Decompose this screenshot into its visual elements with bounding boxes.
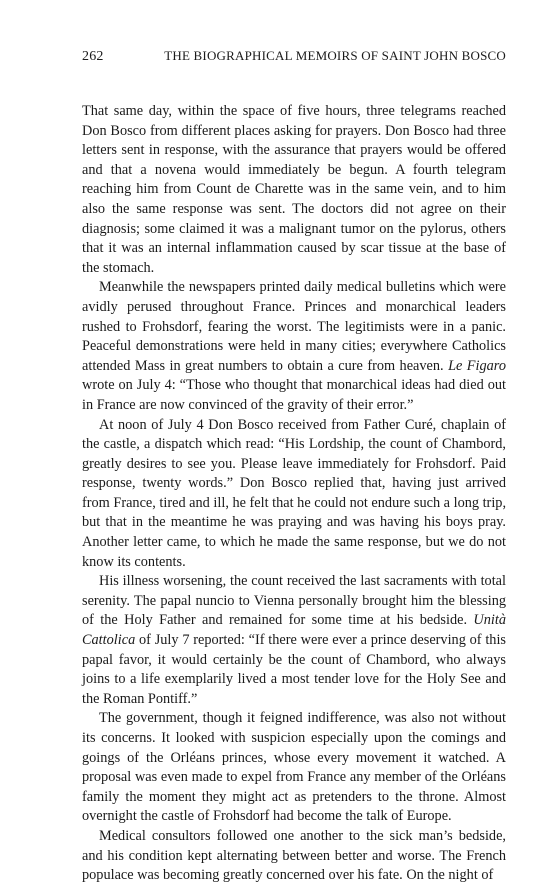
page-number: 262 — [82, 49, 104, 64]
paragraph-4 — [82, 572, 506, 709]
paragraph-4-text-a: His illness worsening, the count received the last sacraments with total serenity. The papal nuncio to Vienna personally brought him the blessing of the Holy Father and remained for some time at his bedside. — [82, 573, 506, 629]
paragraph-4-text-b: of July 7 reported: “If there were ever a prince deserving of this papal favor, it would certainly be the count of Chambord, who always joins to a life exemplarily lived a most tender love for the Holy See and the Roman Pontiff.” — [82, 632, 506, 707]
paragraph-2-text-b: wrote on July 4: “Those who thought that monarchical ideas had died out in France are now convinced of the gravity of their error.” — [82, 377, 506, 413]
running-header — [82, 48, 506, 65]
newspaper-title-le-figaro: Le Figaro — [448, 357, 506, 374]
paragraph-2-text-a: Meanwhile the newspapers printed daily medical bulletins which were avidly perused throughout France. Princes and monarchical leaders rushed to Frohsdorf, fearing the worst. The legitimists were in a panic. Peaceful demonstrations were held in many cities; everywhere Catholics attended Mass in great numbers to obtain a cure from heaven. — [82, 279, 506, 374]
paragraph-1: That same day, within the space of five hours, three telegrams reached Don Bosco from different places asking for prayers. Don Bosco had three letters sent in response, with the assurance that prayers would be offered and that a novena would immediately be begun. A fourth telegram reaching him from Count de Charette was in the same vein, and to him also the same response was sent. The doctors did not agree on their diagnosis; some claimed it was a malignant tumor on the pylorus, others that it was an internal inflammation caused by scar tissue at the base of the stomach. — [82, 103, 506, 276]
newspaper-title-unita-cattolica: Unità Cattolica — [82, 612, 506, 649]
running-title: THE BIOGRAPHICAL MEMOIRS OF SAINT JOHN BOSCO — [164, 48, 506, 63]
paragraph-6: Medical consultors followed one another to the sick man’s bedside, and his condition kept alternating between better and worse. The French populace was becoming greatly concerned over his fate. On the night of — [82, 827, 506, 884]
paragraph-2 — [82, 278, 506, 415]
body-text — [82, 102, 506, 886]
paragraph-5: The government, though it feigned indifference, was also not without its concerns. It looked with suspicion especially upon the comings and goings of the Orléans princes, whose every movement it watched. A proposal was even made to expel from France any member of the Orléans family the moment they might act as pretenders to the throne. Almost overnight the castle of Frohsdorf had become the talk of Europe. — [82, 710, 506, 825]
paragraph-3: At noon of July 4 Don Bosco received from Father Curé, chaplain of the castle, a dispatch which read: “His Lordship, the count of Chambord, greatly desires to see you. Please leave immediately for Frohsdorf. Paid response, twenty words.” Don Bosco replied that, having just arrived from France, tired and ill, he felt that he could not endure such a long trip, but that in the meantime he was praying and was having his boys pray. Another letter came, to which he made the same response, but we do not know its contents. — [82, 416, 507, 570]
